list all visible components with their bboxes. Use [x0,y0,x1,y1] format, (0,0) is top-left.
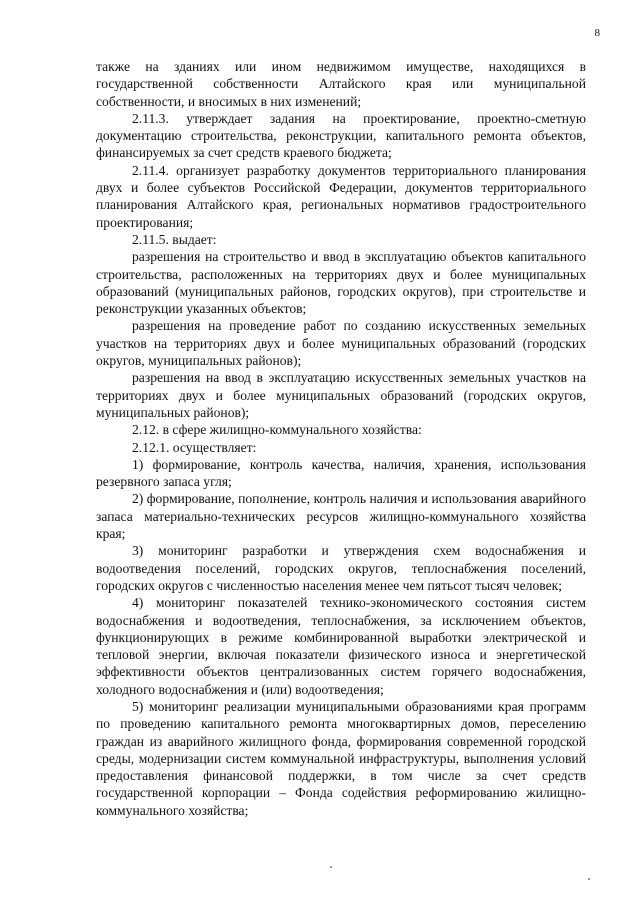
paragraph-construction-permits: разрешения на строительство и ввод в эксплуатацию объектов капитального строительства, расположенных на территориях двух и более муниципальных образований (муниципальных районов, городских округов), при строительстве и реконструкции указанных объектов; [96,249,586,317]
list-item-4: 4) мониторинг показателей технико-экономического состояния систем водоснабжения и водоотведения, теплоснабжения, за исключением объектов, функционирующих в режиме комбинированной выработки электрической и тепловой энергии, включая показатели физического износа и энергетической эффективности объектов централизованных систем горячего водоснабжения, холодного водоснабжения и (или) водоотведения; [96,595,586,697]
list-item-3: 3) мониторинг разработки и утверждения схем водоснабжения и водоотведения поселений, городских округов, теплоснабжения поселений, городских округов с численностью населения менее чем пятьсот тысяч человек; [96,543,586,593]
paragraph-continuation: также на зданиях или ином недвижимом имуществе, находящихся в государственной собственности Алтайского края или муниципальной собственности, и вносимых в них изменений; [96,59,586,109]
paragraph-2-11-3: 2.11.3. утверждает задания на проектирование, проектно-сметную документацию строительства, реконструкции, капитального ремонта объектов, финансируемых за счет средств краевого бюджета; [96,110,586,161]
paragraph-artificial-land-works: разрешения на проведение работ по созданию искусственных земельных участков на территориях двух и более муниципальных образований (городских округов, муниципальных районов); [96,318,586,369]
paragraph-2-12-1: 2.12.1. осуществляет: [132,439,257,455]
scan-speck [588,878,590,880]
list-item-1: 1) формирование, контроль качества, наличия, хранения, использования резервного запаса угля; [96,456,586,490]
paragraph-2-11-4: 2.11.4. организует разработку документов территориального планирования двух и более субъектов Российской Федерации, документов территориального планирования Алтайского края, региональных нормативов градостроительного проектирования; [96,162,586,230]
paragraph-2-12: 2.12. в сфере жилищно-коммунального хозяйства: [132,422,422,438]
list-item-5: 5) мониторинг реализации муниципальными образованиями края программ по проведению капитального ремонта многоквартирных домов, переселению граждан из аварийного жилищного фонда, формирования современной городской среды, модернизации систем коммунальной инфраструктуры, выполнения условий предоставления финансовой поддержки, в том числе за счет средств государственной корпорации – Фонда содействия реформированию жилищно-коммунального хозяйства; [96,698,586,818]
scan-speck [330,866,332,868]
paragraph-artificial-land-commissioning: разрешения на ввод в эксплуатацию искусственных земельных участков на территориях двух и более муниципальных образований (городских округов, муниципальных районов); [96,370,586,420]
paragraph-2-11-5: 2.11.5. выдает: [132,231,217,247]
list-item-2: 2) формирование, пополнение, контроль наличия и использования аварийного запаса материально-технических ресурсов жилищно-коммунального хозяйства края; [96,491,586,542]
page-number: 8 [594,27,600,39]
document-body [96,58,586,819]
